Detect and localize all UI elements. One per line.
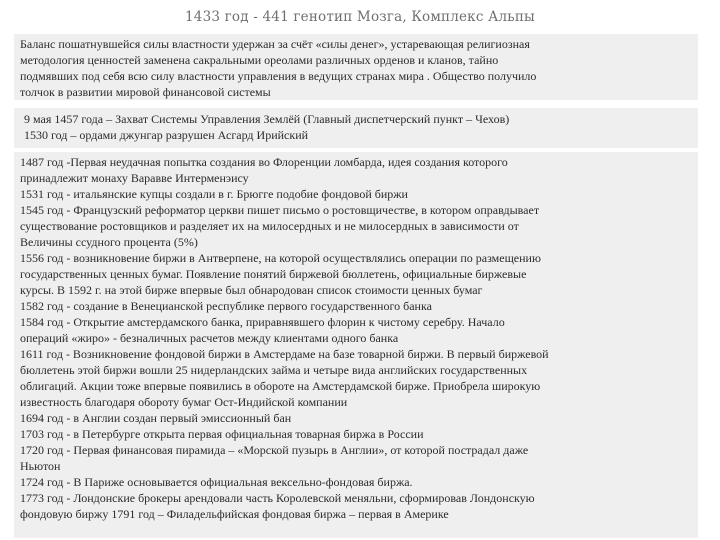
timeline-line: существование ростовщиков и разделяет их на милосердных и не милосердных в зависимости от bbox=[20, 219, 519, 233]
timeline-line: Ньютон bbox=[20, 459, 61, 473]
timeline-line: операций «жиро» - безналичных расчетов между клиентами одного банка bbox=[20, 331, 399, 345]
timeline-line: 1720 год - Первая финансовая пирамида – «Морской пузырь в Англии», от которой пострадал даже bbox=[20, 443, 529, 457]
intro-line: толчок в развитии мировой финансовой системы bbox=[20, 85, 271, 99]
timeline-line: государственных ценных бумаг. Появление понятий биржевой бюллетень, официальные биржевые bbox=[20, 267, 527, 281]
intro-line: Баланс пошатнувшейся силы властности удержан за счёт «силы денег», устаревающая религиозная bbox=[20, 37, 530, 51]
timeline-block bbox=[14, 152, 698, 538]
highlight-line: 9 мая 1457 года – Захват Системы Управления Землёй (Главный диспетчерский пункт – Чехов) bbox=[24, 112, 510, 126]
timeline-line: принадлежит монаху Варавве Интерменэису bbox=[20, 171, 249, 185]
highlights-block bbox=[14, 108, 698, 148]
timeline-line: 1694 год - в Англии создан первый эмиссионный бан bbox=[20, 411, 292, 425]
timeline-line: фондовую биржу 1791 год – Филадельфийская фондовая биржа – первая в Америке bbox=[20, 507, 449, 521]
timeline-line: бюллетень этой биржи вошли 25 нидерландских займа и четыре вида английских государственных bbox=[20, 363, 528, 377]
intro-line: подмявших под себя всю силу властности управления в ведущих странах мира . Общество получило bbox=[20, 69, 537, 83]
timeline-line: курсы. В 1592 г. на этой бирже впервые был обнародован список стоимости ценных бумаг bbox=[20, 283, 483, 297]
timeline-line: 1611 год - Возникновение фондовой биржи в Амстердаме на базе товарной биржи. В первый биржевой bbox=[20, 347, 549, 361]
timeline-line: 1584 год - Открытие амстердамского банка, приравнявшего флорин к чистому серебру. Начало bbox=[20, 315, 505, 329]
timeline-line: 1582 год - создание в Венецианской республике первого государственного банка bbox=[20, 299, 432, 313]
timeline-line: облигаций. Акции тоже впервые появились в обороте на Амстердамской бирже. Приобрела широкую bbox=[20, 379, 541, 393]
intro-line: методология ценностей заменена сакральными ореолами различных орденов и кланов, тайно bbox=[20, 53, 499, 67]
timeline-line: 1487 год -Первая неудачная попытка создания во Флоренции ломбарда, идея создания которого bbox=[20, 155, 508, 169]
timeline-line: 1531 год - итальянские купцы создали в г. Брюгге подобие фондовой биржи bbox=[20, 187, 408, 201]
timeline-line: 1703 год - в Петербурге открыта первая официальная товарная биржа в России bbox=[20, 427, 424, 441]
timeline-line: 1556 год - возникновение биржи в Антверпене, на которой осуществлялись операции по размещению bbox=[20, 251, 541, 265]
timeline-line: 1545 год - Французский реформатор церкви пишет письмо о ростовщичестве, в котором оправдывает bbox=[20, 203, 540, 217]
highlight-line: 1530 год – ордами джунгар разрушен Асгард Ирийский bbox=[24, 128, 309, 142]
timeline-line: Величины ссудного процента (5%) bbox=[20, 235, 198, 249]
timeline-line: 1773 год - Лондонские брокеры арендовали часть Королевской меняльни, сформировав Лондонскую bbox=[20, 491, 535, 505]
intro-block bbox=[14, 34, 698, 100]
timeline-line: известность благодаря обороту бумаг Ост-Индийской компании bbox=[20, 395, 348, 409]
timeline-line: 1724 год - В Париже основывается официальная вексельно-фондовая биржа. bbox=[20, 475, 413, 489]
slide-title: 1433 год - 441 генотип Мозга, Комплекс Альпы bbox=[185, 9, 535, 25]
